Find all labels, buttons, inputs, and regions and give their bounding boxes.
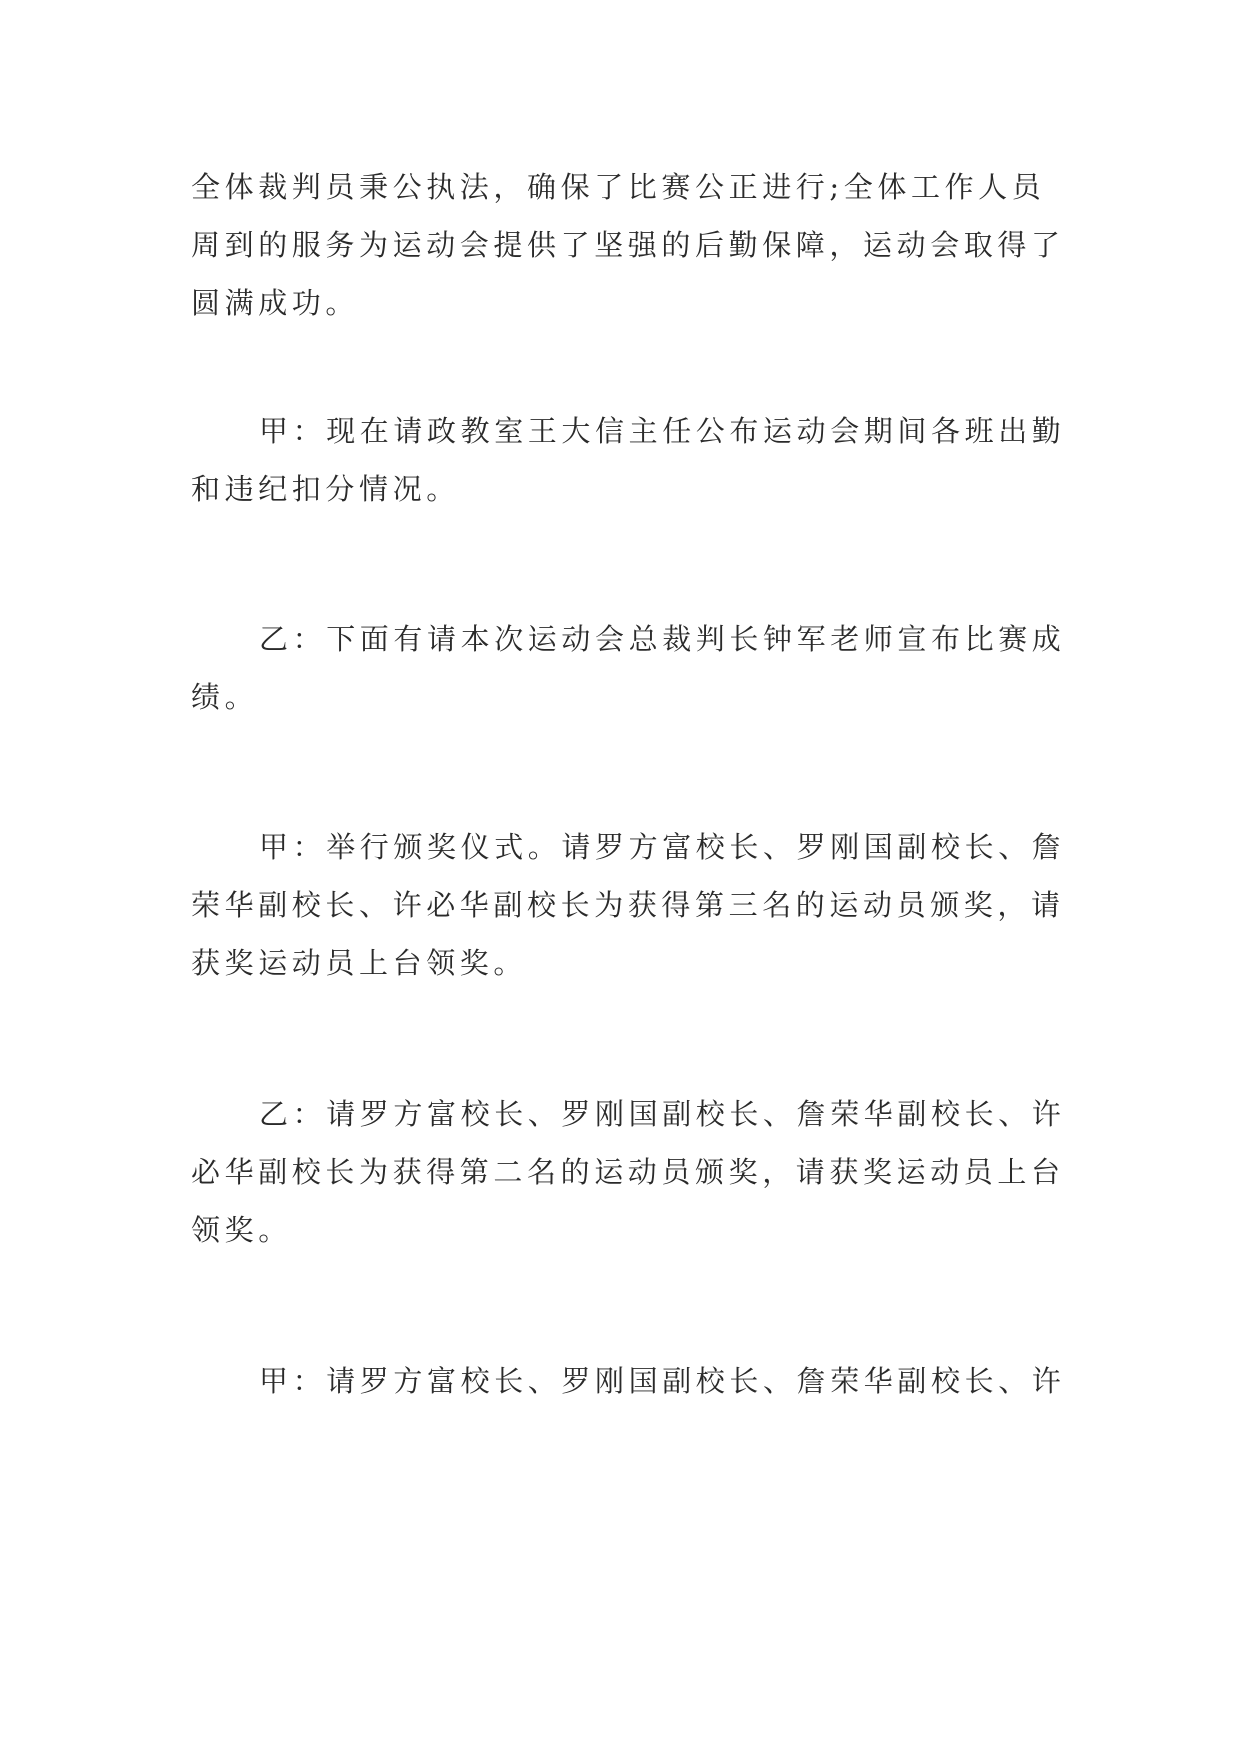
text-line: 必华副校长为获得第二名的运动员颁奖，请获奖运动员上台	[191, 1155, 1065, 1189]
text-line: 甲：现在请政教室王大信主任公布运动会期间各班出勤	[259, 414, 1066, 448]
text-line: 和违纪扣分情况。	[191, 472, 460, 506]
text-line: 甲：举行颁奖仪式。请罗方富校长、罗刚国副校长、詹	[259, 830, 1066, 864]
text-line: 乙：请罗方富校长、罗刚国副校长、詹荣华副校长、许	[259, 1097, 1066, 1131]
text-line: 绩。	[191, 680, 259, 714]
text-line: 圆满成功。	[191, 286, 360, 320]
paragraph-attendance-announcement	[191, 402, 1066, 518]
paragraph-first-place-awards	[191, 1352, 1066, 1410]
text-line: 乙：下面有请本次运动会总裁判长钟军老师宣布比赛成	[259, 622, 1066, 656]
paragraph-results-announcement	[191, 610, 1066, 726]
text-line: 甲：请罗方富校长、罗刚国副校长、詹荣华副校长、许	[259, 1364, 1066, 1398]
paragraph-second-place-awards	[191, 1085, 1066, 1259]
text-line: 获奖运动员上台领奖。	[191, 946, 528, 980]
paragraph-third-place-awards	[191, 818, 1066, 992]
text-line: 荣华副校长、许必华副校长为获得第三名的运动员颁奖，请	[191, 888, 1065, 922]
text-line: 全体裁判员秉公执法，确保了比赛公正进行;全体工作人员	[191, 170, 1046, 204]
text-line: 周到的服务为运动会提供了坚强的后勤保障，运动会取得了	[191, 228, 1065, 262]
text-line: 领奖。	[191, 1213, 292, 1247]
paragraph-referees-staff	[191, 158, 1065, 332]
